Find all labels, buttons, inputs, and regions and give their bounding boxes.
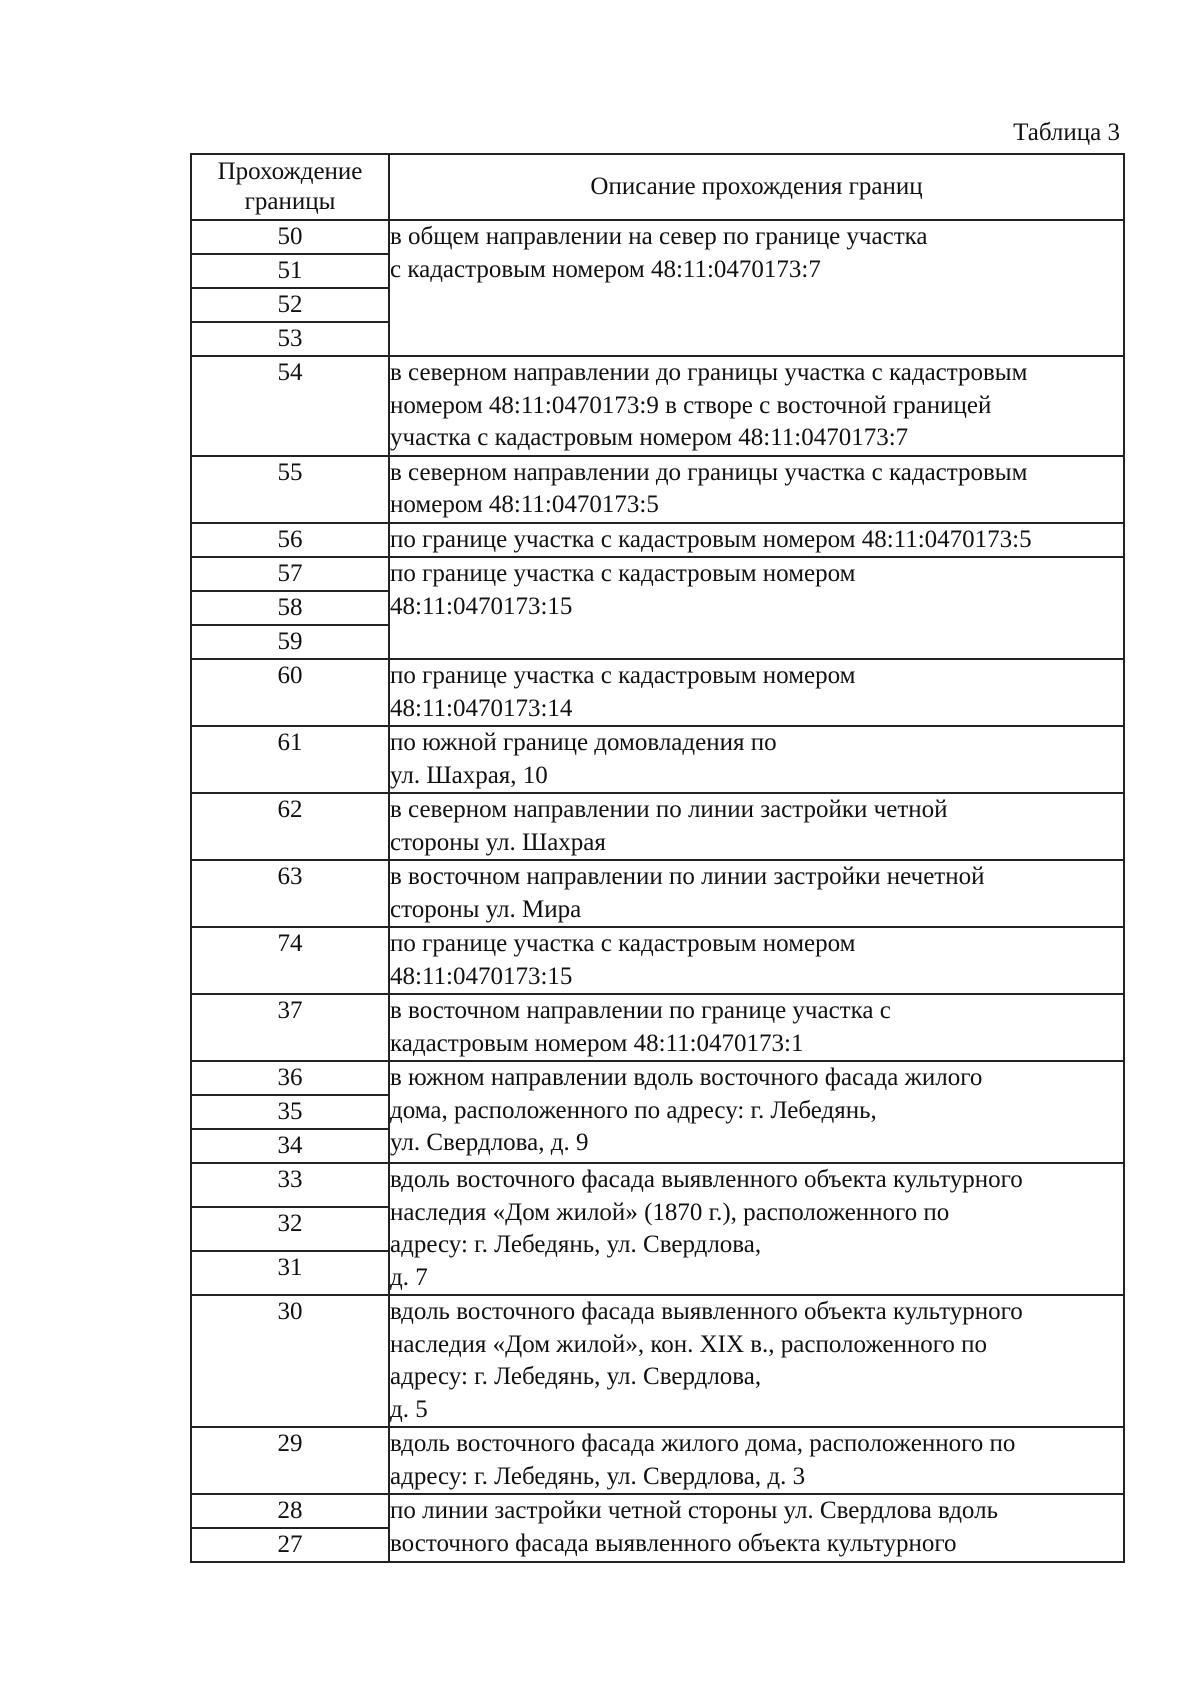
boundary-point-number: 53 <box>191 322 389 356</box>
boundary-point-number: 29 <box>191 1427 389 1494</box>
boundary-description: по границе участка с кадастровым номером 48:11:0470173:15 <box>389 557 1124 659</box>
boundary-point-number: 55 <box>191 456 389 523</box>
boundary-point-number: 54 <box>191 356 389 456</box>
table-row <box>191 927 1124 994</box>
table-caption: Таблица 3 <box>1013 119 1120 146</box>
table-row <box>191 220 1124 254</box>
boundary-point-number: 50 <box>191 220 389 254</box>
header-boundary-description: Описание прохождения границ <box>389 154 1124 220</box>
boundary-point-number: 57 <box>191 557 389 591</box>
boundary-description: в северном направлении до границы участка с кадастровым номером 48:11:0470173:9 в створе с восточной границей участка с кадастровым номером 48:11:0470173:7 <box>389 356 1124 456</box>
boundary-point-number: 52 <box>191 288 389 322</box>
boundary-description: по линии застройки четной стороны ул. Свердлова вдоль восточного фасада выявленного объекта культурного <box>389 1494 1124 1562</box>
table-row <box>191 1494 1124 1528</box>
boundary-table <box>190 153 1125 1563</box>
boundary-description: вдоль восточного фасада выявленного объекта культурного наследия «Дом жилой» (1870 г.), расположенного по адресу: г. Лебедянь, ул. Свердлова, д. 7 <box>389 1163 1124 1295</box>
boundary-description: в восточном направлении по границе участка с кадастровым номером 48:11:0470173:1 <box>389 994 1124 1061</box>
boundary-description: в общем направлении на север по границе участка с кадастровым номером 48:11:0470173:7 <box>389 220 1124 356</box>
boundary-description: по южной границе домовладения по ул. Шахрая, 10 <box>389 726 1124 793</box>
table-row <box>191 1295 1124 1427</box>
table-row <box>191 356 1124 456</box>
table-row <box>191 557 1124 591</box>
boundary-description: по границе участка с кадастровым номером 48:11:0470173:14 <box>389 659 1124 726</box>
table-row <box>191 659 1124 726</box>
boundary-point-number: 63 <box>191 860 389 927</box>
table-row <box>191 726 1124 793</box>
boundary-description: в северном направлении по линии застройки четной стороны ул. Шахрая <box>389 793 1124 860</box>
boundary-point-number: 27 <box>191 1528 389 1562</box>
boundary-point-number: 32 <box>191 1207 389 1251</box>
boundary-point-number: 34 <box>191 1129 389 1163</box>
boundary-description: вдоль восточного фасада жилого дома, расположенного по адресу: г. Лебедянь, ул. Свердлова, д. 3 <box>389 1427 1124 1494</box>
boundary-description: в восточном направлении по линии застройки нечетной стороны ул. Мира <box>389 860 1124 927</box>
boundary-point-number: 59 <box>191 625 389 659</box>
boundary-point-number: 74 <box>191 927 389 994</box>
table-row <box>191 994 1124 1061</box>
boundary-description: по границе участка с кадастровым номером 48:11:0470173:15 <box>389 927 1124 994</box>
boundary-point-number: 58 <box>191 591 389 625</box>
table-row <box>191 1163 1124 1207</box>
boundary-description: вдоль восточного фасада выявленного объекта культурного наследия «Дом жилой», кон. XIX в., расположенного по адресу: г. Лебедянь, ул. Свердлова, д. 5 <box>389 1295 1124 1427</box>
boundary-point-number: 37 <box>191 994 389 1061</box>
table-row <box>191 1427 1124 1494</box>
boundary-point-number: 28 <box>191 1494 389 1528</box>
boundary-point-number: 51 <box>191 254 389 288</box>
boundary-description: в северном направлении до границы участка с кадастровым номером 48:11:0470173:5 <box>389 456 1124 523</box>
table-row <box>191 523 1124 558</box>
boundary-point-number: 36 <box>191 1061 389 1095</box>
table-row <box>191 1061 1124 1095</box>
header-boundary-passage: Прохождение границы <box>191 154 389 220</box>
boundary-point-number: 35 <box>191 1095 389 1129</box>
boundary-point-number: 62 <box>191 793 389 860</box>
boundary-point-number: 31 <box>191 1251 389 1295</box>
table-row <box>191 793 1124 860</box>
boundary-point-number: 60 <box>191 659 389 726</box>
boundary-description: в южном направлении вдоль восточного фасада жилого дома, расположенного по адресу: г. Лебедянь, ул. Свердлова, д. 9 <box>389 1061 1124 1163</box>
table-row <box>191 456 1124 523</box>
boundary-point-number: 61 <box>191 726 389 793</box>
boundary-point-number: 56 <box>191 523 389 558</box>
boundary-point-number: 33 <box>191 1163 389 1207</box>
table-row <box>191 860 1124 927</box>
table-header-row <box>191 154 1124 220</box>
boundary-description: по границе участка с кадастровым номером 48:11:0470173:5 <box>389 523 1124 558</box>
boundary-point-number: 30 <box>191 1295 389 1427</box>
